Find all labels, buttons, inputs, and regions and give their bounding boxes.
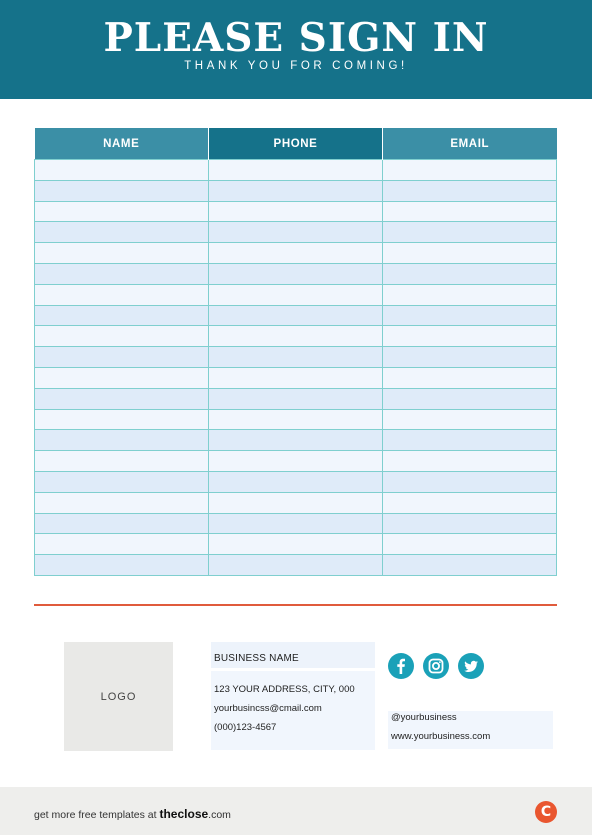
column-header-phone: PHONE: [209, 128, 383, 160]
footer-brand: theclose: [159, 807, 209, 821]
cell-email[interactable]: [383, 555, 557, 576]
cell-phone[interactable]: [209, 430, 383, 451]
cell-name[interactable]: [35, 263, 209, 284]
table-row: [35, 471, 557, 492]
table-header-row: [35, 128, 557, 160]
cell-phone[interactable]: [209, 222, 383, 243]
footer-domain: .com: [208, 809, 231, 821]
table-row: [35, 409, 557, 430]
cell-name[interactable]: [35, 347, 209, 368]
table-row: [35, 180, 557, 201]
business-name: BUSINESS NAME: [214, 653, 299, 664]
cell-name[interactable]: [35, 513, 209, 534]
column-header-email: EMAIL: [383, 128, 557, 160]
signin-table: [34, 128, 557, 576]
cell-name[interactable]: [35, 284, 209, 305]
cell-email[interactable]: [383, 326, 557, 347]
cell-name[interactable]: [35, 201, 209, 222]
cell-name[interactable]: [35, 243, 209, 264]
table-row: [35, 555, 557, 576]
cell-phone[interactable]: [209, 534, 383, 555]
table-row: [35, 347, 557, 368]
cell-email[interactable]: [383, 367, 557, 388]
table-row: [35, 513, 557, 534]
cell-email[interactable]: [383, 492, 557, 513]
table-row: [35, 367, 557, 388]
cell-email[interactable]: [383, 388, 557, 409]
section-divider: [34, 604, 557, 606]
table-row: [35, 243, 557, 264]
cell-name[interactable]: [35, 430, 209, 451]
cell-phone[interactable]: [209, 451, 383, 472]
cell-phone[interactable]: [209, 180, 383, 201]
column-header-name: NAME: [35, 128, 209, 160]
instagram-icon[interactable]: [423, 653, 449, 679]
social-handle: @yourbusiness: [391, 712, 457, 723]
table-row: [35, 201, 557, 222]
cell-name[interactable]: [35, 555, 209, 576]
cell-phone[interactable]: [209, 243, 383, 264]
cell-name[interactable]: [35, 492, 209, 513]
footer-bar: [0, 787, 592, 835]
cell-phone[interactable]: [209, 305, 383, 326]
cell-phone[interactable]: [209, 347, 383, 368]
cell-email[interactable]: [383, 180, 557, 201]
cell-name[interactable]: [35, 388, 209, 409]
cell-email[interactable]: [383, 160, 557, 181]
logo-label: LOGO: [100, 690, 137, 703]
cell-email[interactable]: [383, 263, 557, 284]
page-subtitle: THANK YOU FOR COMING!: [184, 60, 408, 72]
cell-name[interactable]: [35, 451, 209, 472]
cell-email[interactable]: [383, 513, 557, 534]
business-website[interactable]: www.yourbusiness.com: [391, 731, 491, 742]
twitter-icon[interactable]: [458, 653, 484, 679]
cell-name[interactable]: [35, 305, 209, 326]
cell-phone[interactable]: [209, 555, 383, 576]
cell-email[interactable]: [383, 305, 557, 326]
table-row: [35, 160, 557, 181]
logo-placeholder: [64, 642, 173, 751]
business-name-box: [211, 642, 375, 668]
cell-name[interactable]: [35, 326, 209, 347]
table-body: [35, 160, 557, 576]
cell-name[interactable]: [35, 222, 209, 243]
page-title: PLEASE SIGN IN: [103, 15, 489, 61]
cell-phone[interactable]: [209, 284, 383, 305]
table-row: [35, 326, 557, 347]
cell-phone[interactable]: [209, 326, 383, 347]
social-links-box: [388, 711, 553, 749]
cell-phone[interactable]: [209, 201, 383, 222]
table-row: [35, 534, 557, 555]
cell-phone[interactable]: [209, 388, 383, 409]
table-row: [35, 305, 557, 326]
table-row: [35, 492, 557, 513]
cell-name[interactable]: [35, 409, 209, 430]
facebook-icon[interactable]: [388, 653, 414, 679]
cell-phone[interactable]: [209, 409, 383, 430]
cell-phone[interactable]: [209, 471, 383, 492]
cell-name[interactable]: [35, 367, 209, 388]
cell-email[interactable]: [383, 451, 557, 472]
cell-phone[interactable]: [209, 160, 383, 181]
header-banner: [0, 0, 592, 99]
cell-email[interactable]: [383, 430, 557, 451]
cell-phone[interactable]: [209, 492, 383, 513]
cell-name[interactable]: [35, 471, 209, 492]
cell-phone[interactable]: [209, 367, 383, 388]
table-row: [35, 430, 557, 451]
cell-phone[interactable]: [209, 513, 383, 534]
cell-name[interactable]: [35, 180, 209, 201]
business-contact-box: [211, 671, 375, 750]
cell-email[interactable]: [383, 347, 557, 368]
cell-email[interactable]: [383, 534, 557, 555]
table-row: [35, 284, 557, 305]
footer-prefix: get more free templates at: [34, 809, 157, 821]
footer-promo[interactable]: [34, 807, 231, 821]
business-address: 123 YOUR ADDRESS, CITY, 000: [214, 684, 355, 695]
cell-email[interactable]: [383, 409, 557, 430]
cell-email[interactable]: [383, 222, 557, 243]
table-row: [35, 451, 557, 472]
cell-name[interactable]: [35, 160, 209, 181]
cell-email[interactable]: [383, 201, 557, 222]
brand-logo-icon: C: [535, 801, 557, 823]
table-row: [35, 222, 557, 243]
cell-email[interactable]: [383, 284, 557, 305]
business-email: yourbusincss@cmail.com: [214, 703, 322, 714]
table-row: [35, 263, 557, 284]
cell-email[interactable]: [383, 471, 557, 492]
cell-name[interactable]: [35, 534, 209, 555]
cell-email[interactable]: [383, 243, 557, 264]
table-row: [35, 388, 557, 409]
cell-phone[interactable]: [209, 263, 383, 284]
business-phone: (000)123-4567: [214, 722, 277, 733]
